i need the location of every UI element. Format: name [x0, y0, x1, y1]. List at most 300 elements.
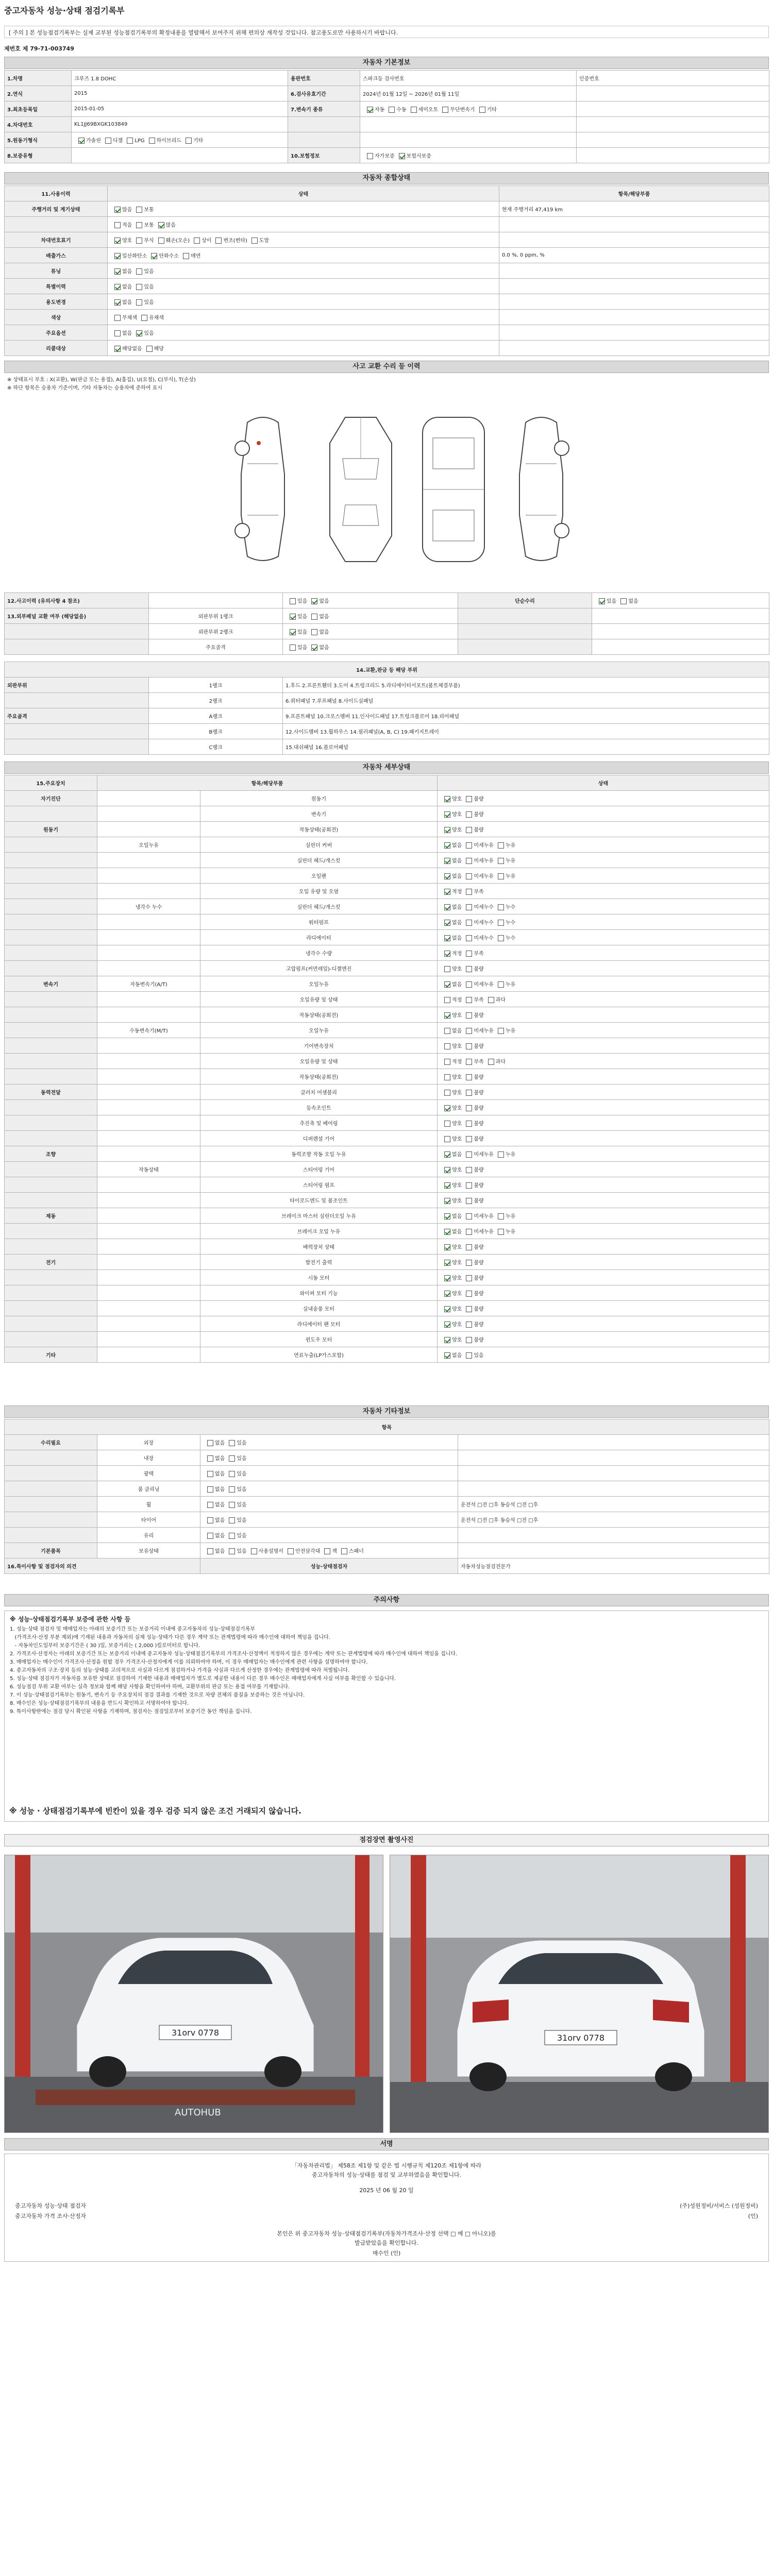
detail-group	[5, 884, 97, 899]
checkbox[interactable]	[114, 299, 121, 306]
checkbox[interactable]	[498, 1151, 504, 1158]
checkbox[interactable]	[141, 315, 147, 321]
checkbox[interactable]	[466, 1151, 472, 1158]
checkbox[interactable]	[444, 1012, 450, 1019]
note-line: 6. 성능점검 부위 교환 여부는 실측 정보와 함께 해당 사항을 확인하여야 하며, 교환부위의 판금 또는 용접 여부를 기재합니다.	[10, 1684, 290, 1690]
detail-state-table	[4, 775, 769, 1363]
checkbox[interactable]	[229, 1486, 235, 1493]
checkbox[interactable]	[466, 842, 472, 849]
checkbox[interactable]	[136, 299, 142, 306]
detail-row	[5, 1084, 769, 1100]
checkbox-label: 양호	[452, 827, 462, 833]
detail-item: 기어변속장치	[200, 1038, 438, 1054]
parts-items: 9.프론트패널 10.크로스멤버 11.인사이드패널 17.트렁크플로어 18.리어패널	[283, 708, 769, 724]
parts-row	[5, 724, 769, 739]
checkbox[interactable]	[498, 1213, 504, 1219]
checkbox[interactable]	[444, 1229, 450, 1235]
checkbox[interactable]	[466, 1136, 472, 1142]
checkbox-label: 미세누유	[474, 1152, 494, 1158]
detail-options	[438, 1285, 769, 1301]
checkbox-label: 양호	[452, 1167, 462, 1173]
checkbox[interactable]	[466, 1198, 472, 1204]
checkbox[interactable]	[466, 1275, 472, 1281]
checkbox[interactable]	[488, 997, 494, 1003]
checkbox-label: 수동	[396, 107, 407, 113]
detail-item: 오일 유량 및 오염	[200, 884, 438, 899]
detail-options	[438, 1038, 769, 1054]
detail-row	[5, 1285, 769, 1301]
front-brand-text: AUTOHUB	[175, 2107, 221, 2118]
checkbox[interactable]	[444, 1198, 450, 1204]
detail-group	[5, 1007, 97, 1023]
section-basic-info: 자동차 기본정보	[4, 57, 769, 69]
checkbox[interactable]	[229, 1533, 235, 1539]
checkbox-label: 없음	[215, 1549, 225, 1554]
checkbox[interactable]	[466, 951, 472, 957]
car-top-view-diagram	[320, 412, 402, 567]
checkbox[interactable]	[136, 284, 142, 290]
pricer-value: (인)	[748, 2213, 758, 2219]
buyer-sign: 매수인 (인)	[372, 2250, 401, 2257]
note-line: 8. 매수인은 성능·상태점검기록부의 내용을 반드시 확인하고 서명하여야 합니다.	[10, 1701, 189, 1706]
checkbox[interactable]	[215, 238, 222, 244]
checkbox[interactable]	[488, 1059, 494, 1065]
checkbox[interactable]	[389, 107, 395, 113]
checkbox[interactable]	[466, 1244, 472, 1250]
sign-line-1: 「자동차관리법」 제58조 제1항 및 같은 법 시행규칙 제120조 제1항에 따라	[291, 2162, 482, 2169]
checkbox[interactable]	[466, 811, 472, 818]
general-row	[5, 341, 769, 356]
checkbox[interactable]	[444, 1090, 450, 1096]
checkbox[interactable]	[207, 1517, 213, 1523]
checkbox[interactable]	[466, 997, 472, 1003]
general-label: 튜닝	[5, 263, 108, 279]
detail-row	[5, 961, 769, 976]
general-label: 주요옵션	[5, 325, 108, 341]
basic-value: KL1JJ69BXGK103849	[72, 117, 288, 132]
parts-rank: 2랭크	[149, 693, 283, 708]
checkbox[interactable]	[136, 222, 142, 228]
checkbox-label: 미세누유	[474, 858, 494, 864]
checkbox[interactable]	[444, 1136, 450, 1142]
checkbox[interactable]	[466, 827, 472, 833]
detail-row	[5, 1023, 769, 1038]
checkbox[interactable]	[251, 238, 258, 244]
checkbox-label: 양호	[452, 1276, 462, 1281]
checkbox[interactable]	[207, 1471, 213, 1477]
general-head-row	[5, 186, 769, 201]
checkbox[interactable]	[466, 1059, 472, 1065]
checkbox[interactable]	[444, 1337, 450, 1343]
checkbox-label: 누유	[505, 1152, 516, 1158]
detail-group	[5, 1023, 97, 1038]
detail-group	[5, 945, 97, 961]
general-options	[108, 341, 499, 356]
checkbox-label: 있음	[144, 269, 154, 275]
checkbox[interactable]	[479, 107, 485, 113]
checkbox[interactable]	[444, 1306, 450, 1312]
checkbox[interactable]	[229, 1502, 235, 1508]
checkbox[interactable]	[466, 889, 472, 895]
checkbox[interactable]	[158, 238, 164, 244]
checkbox[interactable]	[251, 1548, 257, 1554]
checkbox-label: 있음	[237, 1456, 247, 1462]
checkbox[interactable]	[444, 1028, 450, 1034]
detail-row	[5, 884, 769, 899]
detail-sub	[97, 1193, 200, 1208]
checkbox[interactable]	[444, 935, 450, 941]
basic-value	[360, 132, 577, 148]
checkbox-label: 없음	[215, 1518, 225, 1523]
checkbox[interactable]	[466, 1105, 472, 1111]
detail-options	[438, 1023, 769, 1038]
detail-group	[5, 1193, 97, 1208]
general-label: 리콜대상	[5, 341, 108, 356]
checkbox[interactable]	[444, 966, 450, 972]
other-item: 보유상태	[97, 1543, 200, 1558]
checkbox[interactable]	[114, 284, 121, 290]
checkbox-label: 불량	[474, 1044, 484, 1049]
checkbox[interactable]	[114, 253, 121, 259]
general-head: 11.사용이력	[5, 186, 108, 201]
checkbox[interactable]	[466, 1213, 472, 1219]
checkbox[interactable]	[498, 1028, 504, 1034]
checkbox[interactable]	[311, 645, 317, 651]
checkbox[interactable]	[444, 1043, 450, 1049]
detail-sub	[97, 1100, 200, 1115]
detail-item: 라디에이터 팬 모터	[200, 1316, 438, 1332]
checkbox[interactable]	[151, 253, 157, 259]
checkbox[interactable]	[444, 1074, 450, 1080]
detail-options	[438, 1270, 769, 1285]
checkbox[interactable]	[229, 1548, 235, 1554]
checkbox[interactable]	[466, 1043, 472, 1049]
accident-row	[5, 608, 769, 624]
inspector-label: 중고자동차 성능·상태 점검자	[15, 2202, 87, 2209]
checkbox[interactable]	[466, 1012, 472, 1019]
checkbox[interactable]	[114, 222, 121, 228]
checkbox[interactable]	[158, 222, 164, 228]
checkbox[interactable]	[498, 920, 504, 926]
checkbox[interactable]	[466, 1291, 472, 1297]
checkbox[interactable]	[444, 1321, 450, 1328]
checkbox-label: 없음	[122, 331, 132, 336]
detail-group	[5, 992, 97, 1007]
checkbox[interactable]	[466, 1306, 472, 1312]
checkbox[interactable]	[341, 1548, 347, 1554]
checkbox[interactable]	[466, 1167, 472, 1173]
checkbox[interactable]	[290, 645, 296, 651]
checkbox-label: 적정	[452, 889, 462, 895]
checkbox[interactable]	[444, 811, 450, 818]
checkbox[interactable]	[183, 253, 189, 259]
checkbox[interactable]	[466, 966, 472, 972]
other-row	[5, 1528, 769, 1543]
checkbox-label: 있음	[237, 1440, 247, 1446]
other-row	[5, 1450, 769, 1466]
checkbox[interactable]	[288, 1548, 294, 1554]
accident-sub	[149, 593, 283, 608]
checkbox[interactable]	[114, 315, 121, 321]
checkbox[interactable]	[498, 1229, 504, 1235]
checkbox-label: 미세누수	[474, 936, 494, 941]
checkbox[interactable]	[127, 138, 133, 144]
checkbox[interactable]	[599, 598, 605, 604]
general-note	[499, 217, 769, 232]
checkbox[interactable]	[466, 1121, 472, 1127]
detail-group	[5, 930, 97, 945]
parts-row	[5, 739, 769, 755]
checkbox[interactable]	[207, 1548, 213, 1554]
checkbox[interactable]	[466, 1090, 472, 1096]
note-line: 7. 이 성능·상태점검기록부는 원동기, 변속기 등 주요장치의 점검 결과를 기재한 것으로 차량 전체의 품질을 보증하는 것은 아닙니다.	[10, 1692, 305, 1698]
checkbox[interactable]	[444, 1151, 450, 1158]
checkbox[interactable]	[498, 904, 504, 910]
checkbox-label: 부족	[474, 951, 484, 957]
checkbox[interactable]	[498, 842, 504, 849]
detail-options	[438, 1115, 769, 1131]
checkbox[interactable]	[444, 842, 450, 849]
checkbox[interactable]	[466, 873, 472, 879]
basic-label: 5.원동기형식	[5, 132, 72, 148]
checkbox[interactable]	[229, 1517, 235, 1523]
checkbox[interactable]	[498, 858, 504, 864]
general-options	[108, 279, 499, 294]
checkbox[interactable]	[466, 1028, 472, 1034]
detail-row	[5, 1332, 769, 1347]
checkbox[interactable]	[229, 1455, 235, 1462]
checkbox-label: 있음	[297, 614, 308, 620]
detail-group: 동력전달	[5, 1084, 97, 1100]
checkbox[interactable]	[444, 904, 450, 910]
detail-head: 항목/해당부품	[97, 775, 438, 791]
other-group	[5, 1466, 97, 1481]
other-item: 외장	[97, 1435, 200, 1450]
detail-options	[438, 899, 769, 914]
detail-item: 클러치 어셈블리	[200, 1084, 438, 1100]
checkbox-label: 불량	[474, 1245, 484, 1250]
checkbox[interactable]	[444, 981, 450, 988]
checkbox[interactable]	[444, 827, 450, 833]
checkbox[interactable]	[207, 1455, 213, 1462]
checkbox[interactable]	[136, 330, 142, 336]
checkbox[interactable]	[411, 107, 417, 113]
checkbox[interactable]	[442, 107, 448, 113]
checkbox-label: 가솔린	[86, 138, 101, 144]
checkbox[interactable]	[444, 873, 450, 879]
checkbox[interactable]	[466, 796, 472, 802]
basic-value	[72, 132, 288, 148]
special-value: 자동차성능점검전문가	[458, 1558, 769, 1574]
general-options	[108, 310, 499, 325]
checkbox[interactable]	[444, 997, 450, 1003]
checkbox-label: 누유	[505, 874, 516, 879]
checkbox[interactable]	[290, 598, 296, 604]
accident-right-options	[592, 593, 769, 608]
checkbox[interactable]	[444, 1352, 450, 1359]
checkbox[interactable]	[105, 138, 111, 144]
other-head: 항목	[5, 1419, 769, 1435]
detail-options	[438, 1054, 769, 1069]
checkbox[interactable]	[114, 238, 121, 244]
notes-title: ※ 성능·상태점검기록부 보증에 관한 사항 등	[10, 1616, 131, 1623]
detail-item: 타이로드엔드 및 볼조인트	[200, 1193, 438, 1208]
general-options	[108, 232, 499, 248]
legend-line-1: ※ 상태표시 부호 : X(교환), W(판금 또는 용접), A(흠집), U(요철), C(부식), T(손상)	[7, 377, 196, 383]
checkbox[interactable]	[466, 904, 472, 910]
general-note	[499, 325, 769, 341]
checkbox[interactable]	[136, 207, 142, 213]
detail-row	[5, 1316, 769, 1332]
checkbox[interactable]	[136, 268, 142, 275]
checkbox[interactable]	[444, 1105, 450, 1111]
checkbox[interactable]	[498, 873, 504, 879]
checkbox[interactable]	[466, 935, 472, 941]
checkbox[interactable]	[444, 1244, 450, 1250]
checkbox[interactable]	[229, 1471, 235, 1477]
checkbox[interactable]	[290, 629, 296, 635]
checkbox-label: 누유	[505, 843, 516, 849]
accident-label	[5, 624, 149, 639]
checkbox[interactable]	[78, 138, 85, 144]
checkbox[interactable]	[207, 1440, 213, 1446]
checkbox[interactable]	[207, 1533, 213, 1539]
checkbox[interactable]	[186, 138, 192, 144]
checkbox-label: 양호	[452, 1106, 462, 1111]
other-extra	[458, 1543, 769, 1558]
checkbox[interactable]	[466, 1352, 472, 1359]
parts-row	[5, 708, 769, 724]
checkbox[interactable]	[229, 1440, 235, 1446]
checkbox-label: 무채색	[122, 315, 137, 321]
checkbox[interactable]	[466, 1321, 472, 1328]
checkbox-label: 누유	[505, 982, 516, 988]
detail-options	[438, 1193, 769, 1208]
checkbox[interactable]	[207, 1502, 213, 1508]
other-extra	[458, 1466, 769, 1481]
checkbox-label: 부족	[474, 889, 484, 895]
parts-items: 6.쿼터패널 7.루프패널 8.사이드실패널	[283, 693, 769, 708]
accident-table	[4, 592, 769, 655]
checkbox[interactable]	[444, 1059, 450, 1065]
detail-row	[5, 837, 769, 853]
checkbox-label: 불량	[474, 827, 484, 833]
checkbox[interactable]	[466, 1260, 472, 1266]
checkbox-label: 미세누유	[474, 874, 494, 879]
reg-no-label: 제번호 제	[4, 45, 28, 52]
checkbox[interactable]	[444, 951, 450, 957]
checkbox[interactable]	[466, 858, 472, 864]
checkbox[interactable]	[311, 614, 317, 620]
detail-options	[438, 1146, 769, 1162]
checkbox[interactable]	[466, 920, 472, 926]
detail-options	[438, 1301, 769, 1316]
detail-group	[5, 1100, 97, 1115]
detail-sub	[97, 1054, 200, 1069]
basic-row	[5, 101, 769, 117]
detail-item: 워터펌프	[200, 914, 438, 930]
general-head: 항목/해당부품	[499, 186, 769, 201]
checkbox-label: 있음	[237, 1533, 247, 1539]
detail-options	[438, 884, 769, 899]
general-options	[108, 217, 499, 232]
checkbox[interactable]	[194, 238, 200, 244]
checkbox-label: 없음	[215, 1456, 225, 1462]
checkbox[interactable]	[466, 1229, 472, 1235]
other-options	[200, 1528, 458, 1543]
checkbox[interactable]	[324, 1548, 330, 1554]
accident-row	[5, 639, 769, 655]
checkbox[interactable]	[311, 629, 317, 635]
checkbox-label: 자동	[375, 107, 385, 113]
checkbox[interactable]	[444, 1291, 450, 1297]
checkbox[interactable]	[149, 138, 155, 144]
checkbox[interactable]	[444, 796, 450, 802]
checkbox-label: 안전삼각대	[295, 1549, 321, 1554]
checkbox[interactable]	[114, 268, 121, 275]
checkbox[interactable]	[466, 981, 472, 988]
checkbox[interactable]	[146, 346, 153, 352]
detail-sub	[97, 791, 200, 806]
checkbox-label: 있음	[237, 1471, 247, 1477]
checkbox[interactable]	[444, 1275, 450, 1281]
detail-group	[5, 961, 97, 976]
checkbox[interactable]	[114, 346, 121, 352]
checkbox-label: 보통	[144, 207, 154, 213]
checkbox-label: 없음	[452, 843, 462, 849]
checkbox[interactable]	[444, 1213, 450, 1219]
checkbox[interactable]	[466, 1337, 472, 1343]
checkbox[interactable]	[207, 1486, 213, 1493]
detail-row	[5, 1193, 769, 1208]
checkbox[interactable]	[136, 238, 142, 244]
detail-row	[5, 1255, 769, 1270]
checkbox-label: 없음	[319, 645, 329, 651]
checkbox-label: 불량	[474, 1013, 484, 1019]
checkbox[interactable]	[444, 858, 450, 864]
checkbox[interactable]	[466, 1182, 472, 1189]
checkbox[interactable]	[498, 935, 504, 941]
checkbox[interactable]	[444, 1167, 450, 1173]
checkbox[interactable]	[399, 153, 405, 159]
checkbox[interactable]	[367, 153, 373, 159]
checkbox-label: 자가보증	[375, 154, 395, 159]
checkbox-label: 기타	[193, 138, 204, 144]
checkbox[interactable]	[444, 1182, 450, 1189]
detail-item: 오일누유	[200, 1023, 438, 1038]
checkbox[interactable]	[444, 889, 450, 895]
parts-group: 주요골격	[5, 708, 149, 724]
checkbox[interactable]	[466, 1074, 472, 1080]
checkbox[interactable]	[620, 598, 627, 604]
checkbox[interactable]	[114, 207, 121, 213]
detail-item: 오일팬	[200, 868, 438, 884]
other-extra	[458, 1481, 769, 1497]
checkbox[interactable]	[444, 1260, 450, 1266]
detail-item: 와이퍼 모터 기능	[200, 1285, 438, 1301]
checkbox[interactable]	[444, 1121, 450, 1127]
checkbox[interactable]	[114, 330, 121, 336]
detail-item: 고압펌프(커먼레일)-디젤엔진	[200, 961, 438, 976]
checkbox[interactable]	[290, 614, 296, 620]
checkbox[interactable]	[498, 981, 504, 988]
checkbox[interactable]	[444, 920, 450, 926]
checkbox[interactable]	[311, 598, 317, 604]
detail-sub	[97, 1038, 200, 1054]
checkbox[interactable]	[367, 107, 373, 113]
accident-row	[5, 624, 769, 639]
detail-row	[5, 1208, 769, 1224]
